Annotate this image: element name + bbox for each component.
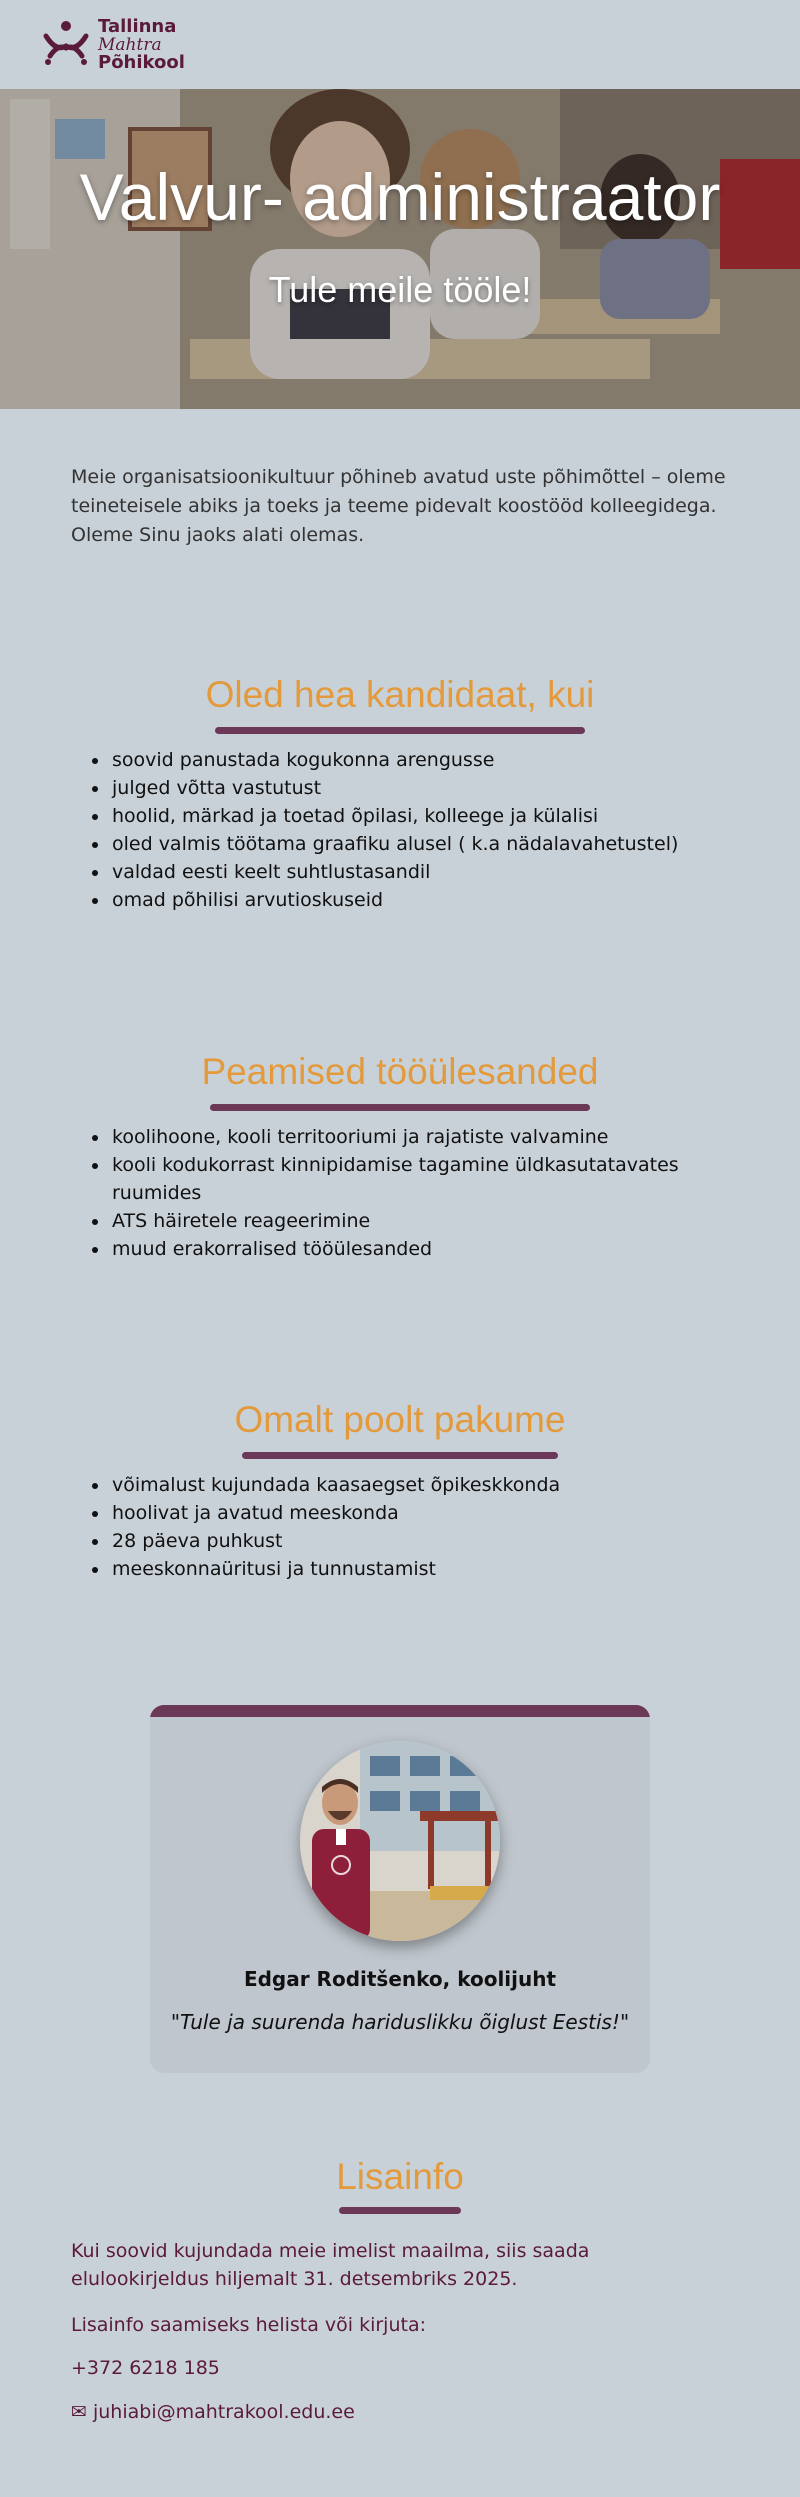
tasks-underline xyxy=(210,1104,590,1111)
logo-line-2: Mahtra xyxy=(98,35,162,55)
info-contact-text: Lisainfo saamiseks helista või kirjuta: xyxy=(71,2314,426,2336)
hero-title: Valvur- administraator xyxy=(79,160,721,234)
list-item: • hoolid, märkad ja toetad õpilasi, kolleege ja külalisi xyxy=(110,802,690,830)
tasks-section xyxy=(0,1050,800,1263)
candidate-section xyxy=(0,673,800,914)
list-item: • kooli kodukorrast kinnipidamise tagamine üldkasutatavates ruumides xyxy=(110,1151,690,1207)
info-deadline-text: Kui soovid kujundada meie imelist maailma, siis saada elulookirjeldus hiljemalt 31. detsembriks 2025. xyxy=(71,2240,590,2290)
offer-underline xyxy=(242,1452,558,1459)
info-phone[interactable] xyxy=(71,2354,731,2382)
logo-line-1: Tallinna xyxy=(98,16,177,37)
phone-number[interactable]: +372 6218 185 xyxy=(71,2357,220,2379)
list-item: • omad põhilisi arvutioskuseid xyxy=(110,886,690,914)
logo-mark-icon xyxy=(40,18,92,66)
principal-quote: "Tule ja suurenda hariduslikku õiglust Eestis!" xyxy=(170,2010,630,2034)
info-underline xyxy=(339,2207,461,2214)
list-item: • koolihoone, kooli territooriumi ja rajatiste valvamine xyxy=(110,1123,690,1151)
hero-banner xyxy=(0,89,800,409)
list-item: • valdad eesti keelt suhtlustasandil xyxy=(110,858,690,886)
list-item: • 28 päeva puhkust xyxy=(110,1527,690,1555)
offer-section xyxy=(0,1398,800,1583)
logo-text xyxy=(98,18,185,72)
candidate-title: Oled hea kandidaat, kui xyxy=(205,674,595,715)
list-item: • julged võtta vastutust xyxy=(110,774,690,802)
list-item: • hoolivat ja avatud meeskonda xyxy=(110,1499,690,1527)
principal-photo-image xyxy=(300,1741,500,1941)
info-title: Lisainfo xyxy=(336,2156,464,2197)
principal-photo xyxy=(300,1741,500,1941)
offer-title: Omalt poolt pakume xyxy=(234,1399,566,1440)
list-item: • oled valmis töötama graafiku alusel ( k.a nädalavahetustel) xyxy=(110,830,690,858)
principal-name: Edgar Roditšenko, koolijuht xyxy=(243,1967,557,1991)
candidate-underline xyxy=(215,727,585,734)
intro-paragraph: Meie organisatsioonikultuur põhineb avatud uste põhimõttel – oleme teineteisele abiks ja toeks ja teeme pidevalt koostööd kolleegidega. Oleme Sinu jaoks alati olemas. xyxy=(71,466,726,546)
email-address[interactable]: juhiabi@mahtrakool.edu.ee xyxy=(92,2401,355,2423)
offer-list xyxy=(110,1471,690,1583)
info-email[interactable] xyxy=(71,2398,731,2426)
hero-overlay xyxy=(0,89,800,409)
logo-line-3: Põhikool xyxy=(98,52,185,73)
info-section xyxy=(0,2155,800,2214)
candidate-list xyxy=(110,746,690,914)
site-header xyxy=(0,0,800,89)
tasks-title: Peamised tööülesanded xyxy=(201,1051,599,1092)
list-item: • soovid panustada kogukonna arengusse xyxy=(110,746,690,774)
school-logo[interactable] xyxy=(40,18,190,74)
email-icon: ✉ xyxy=(71,2401,87,2423)
list-item: • võimalust kujundada kaasaegset õpikeskkonda xyxy=(110,1471,690,1499)
list-item: • muud erakorralised tööülesanded xyxy=(110,1235,690,1263)
card-top-bar xyxy=(150,1705,650,1717)
list-item: • ATS häiretele reageerimine xyxy=(110,1207,690,1235)
principal-quote-card xyxy=(150,1705,650,2073)
hero-subtitle: Tule meile tööle! xyxy=(268,269,532,310)
list-item: • meeskonnaüritusi ja tunnustamist xyxy=(110,1555,690,1583)
tasks-list xyxy=(110,1123,690,1263)
